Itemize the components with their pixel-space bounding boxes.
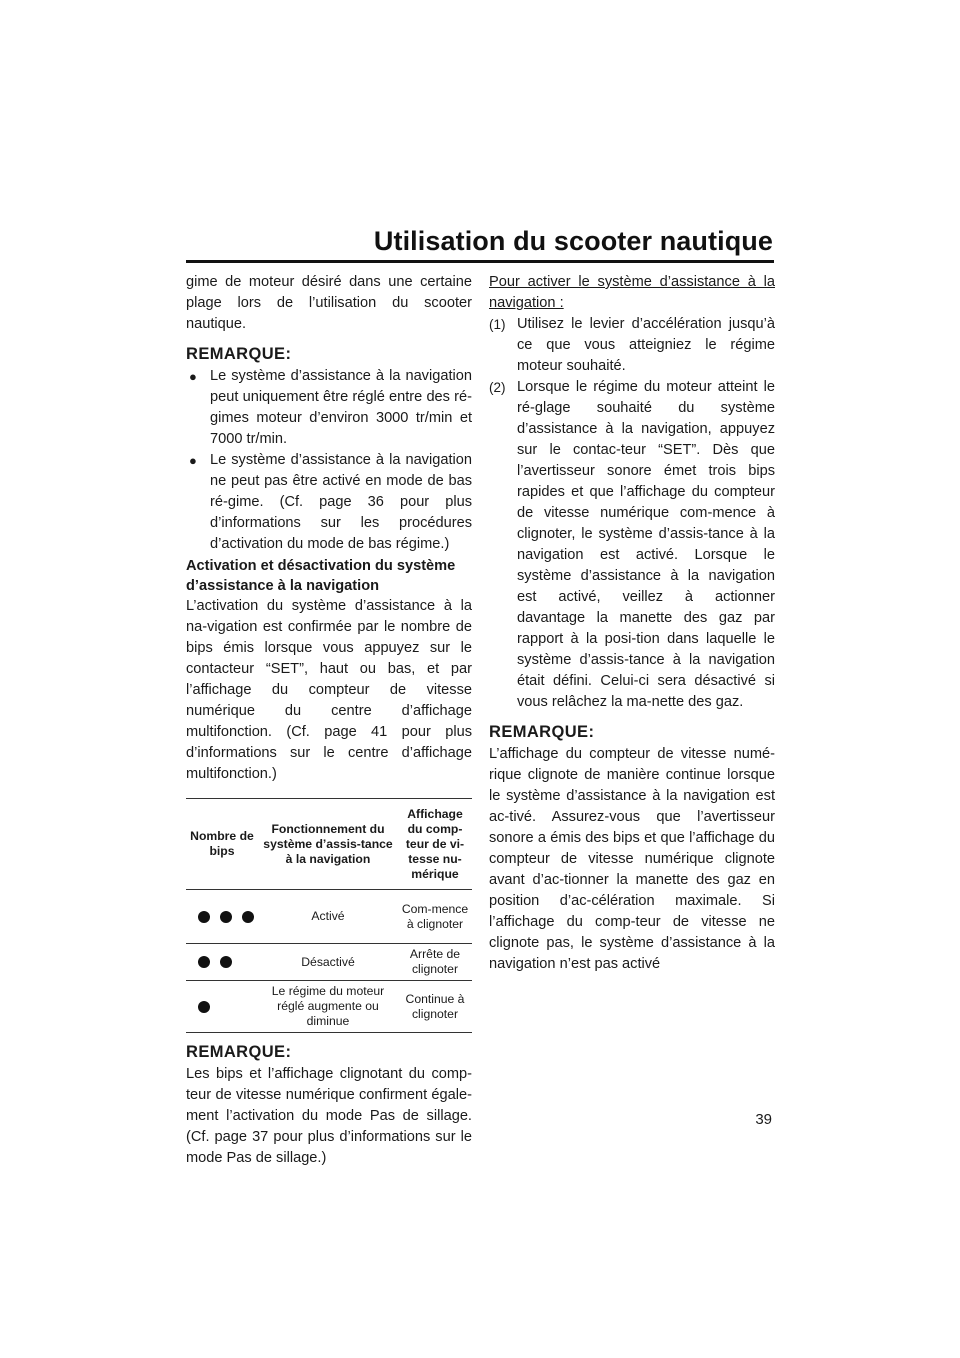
beep-dot-icon — [220, 911, 232, 923]
beep-dot-icon — [198, 956, 210, 968]
step-text: Utilisez le levier d’accélération jusqu’à ce que vous atteigniez le régime moteur souhaité. — [517, 316, 775, 374]
beep-dot-icon — [242, 911, 254, 923]
remark-paragraph-3: L’affichage du compteur de vitesse numé-rique clignote de manière continue lorsque le système d’assistance à la navigation est ac-tivé. Assurez-vous que l’avertisseur sonore a émis des bips et que l’affichage du compteur de vitesse numérique clignote avant d’ac-tionner la manette des gaz en position d’ac-célération maximale. Si l’affichage du comp-teur de vitesse ne clignote pas, le système d’assistance à la navigation n’est pas activé — [489, 746, 775, 972]
function-cell: Désactivé — [258, 944, 398, 981]
display-cell: Continue à clignoter — [398, 981, 472, 1033]
intro-paragraph: gime de moteur désiré dans une certaine plage lors de l’utilisation du scooter nautique. — [186, 274, 472, 332]
beep-dot-icon — [220, 956, 232, 968]
table-row — [186, 944, 472, 981]
bullet-text: Le système d’assistance à la navigation peut uniquement être réglé entre des ré-gimes moteur d’environ 3000 tr/min et 7000 tr/min. — [210, 368, 472, 447]
step-number: (1) — [489, 317, 506, 332]
col-header-function: Fonctionnement du système d’assis-tance à la navigation — [258, 799, 398, 890]
beep-count-cell — [186, 981, 258, 1033]
bullet-dot-icon: ● — [189, 369, 197, 384]
bullet-item — [186, 366, 472, 450]
beep-table — [186, 798, 472, 1033]
display-cell: Arrête de clignoter — [398, 944, 472, 981]
activation-paragraph: L’activation du système d’assistance à la na-vigation est confirmée par le nombre de bips émis lorsque vous appuyez sur le contacteur “SET”, haut ou bas, et par l’affichage du compteur de vitesse numérique du centre d’affichage multifonction. (Cf. page 41 pour plus d’informations sur le centre d’affichage multifonction.) — [186, 598, 472, 782]
remark-heading-1: REMARQUE: — [186, 345, 292, 363]
function-cell: Activé — [258, 890, 398, 944]
table-row — [186, 981, 472, 1033]
beep-dot-icon — [198, 911, 210, 923]
header-rule — [186, 260, 774, 263]
beep-dot-icon — [198, 1001, 210, 1013]
beep-table-header-row — [186, 799, 472, 890]
function-cell: Le régime du moteur réglé augmente ou diminue — [258, 981, 398, 1033]
step-text: Lorsque le régime du moteur atteint le ré-glage souhaité du système d’assistance à la navigation, appuyez sur le contac-teur “SET”. Dès que l’avertisseur sonore émet trois bips rapides et que l’affichage du compteur de vitesse numérique com-mence à clignoter, le système d’assis-tance à la navigation est activé. Lorsque le système d’assistance à la navigation est activé, veillez à actionner davantage la manette des gaz par rapport à la posi-tion dans laquelle le système d’assis-tance à la navigation était défini. Celui-ci sera désactivé si vous relâchez la ma-nette des gaz. — [517, 379, 775, 710]
table-row — [186, 890, 472, 944]
procedure-heading: Pour activer le système d’assistance à la navigation : — [489, 274, 775, 311]
procedure-step — [489, 377, 775, 713]
left-column — [186, 272, 472, 1169]
step-number: (2) — [489, 380, 506, 395]
section-subheading: Activation et désactivation du système d’assistance à la navigation — [186, 558, 456, 594]
bullet-item — [186, 450, 472, 555]
beep-count-cell — [186, 890, 258, 944]
remark-heading-2: REMARQUE: — [186, 1043, 292, 1061]
page-header-title: Utilisation du scooter nautique — [373, 226, 773, 256]
remark-paragraph-2: Les bips et l’affichage clignotant du comp-teur de vitesse numérique confirment égale-ment l’activation du mode Pas de sillage. (Cf. page 37 pour plus d’informations sur le mode Pas de sillage.) — [186, 1066, 472, 1166]
col-header-display: Affichage du comp-teur de vi-tesse nu-mérique — [398, 799, 472, 890]
display-cell: Com-mence à clignoter — [398, 890, 472, 944]
page-number: 39 — [755, 1111, 772, 1128]
col-header-beeps: Nombre de bips — [186, 799, 258, 890]
bullet-dot-icon: ● — [189, 453, 197, 468]
bullet-text: Le système d’assistance à la navigation ne peut pas être activé en mode de bas ré-gime. (Cf. page 36 pour plus d’informations sur les procédures d’activation du mode de bas régime.) — [210, 452, 472, 552]
beep-count-cell — [186, 944, 258, 981]
remark-heading-3: REMARQUE: — [489, 723, 595, 741]
right-column — [489, 272, 775, 975]
procedure-step — [489, 314, 775, 377]
